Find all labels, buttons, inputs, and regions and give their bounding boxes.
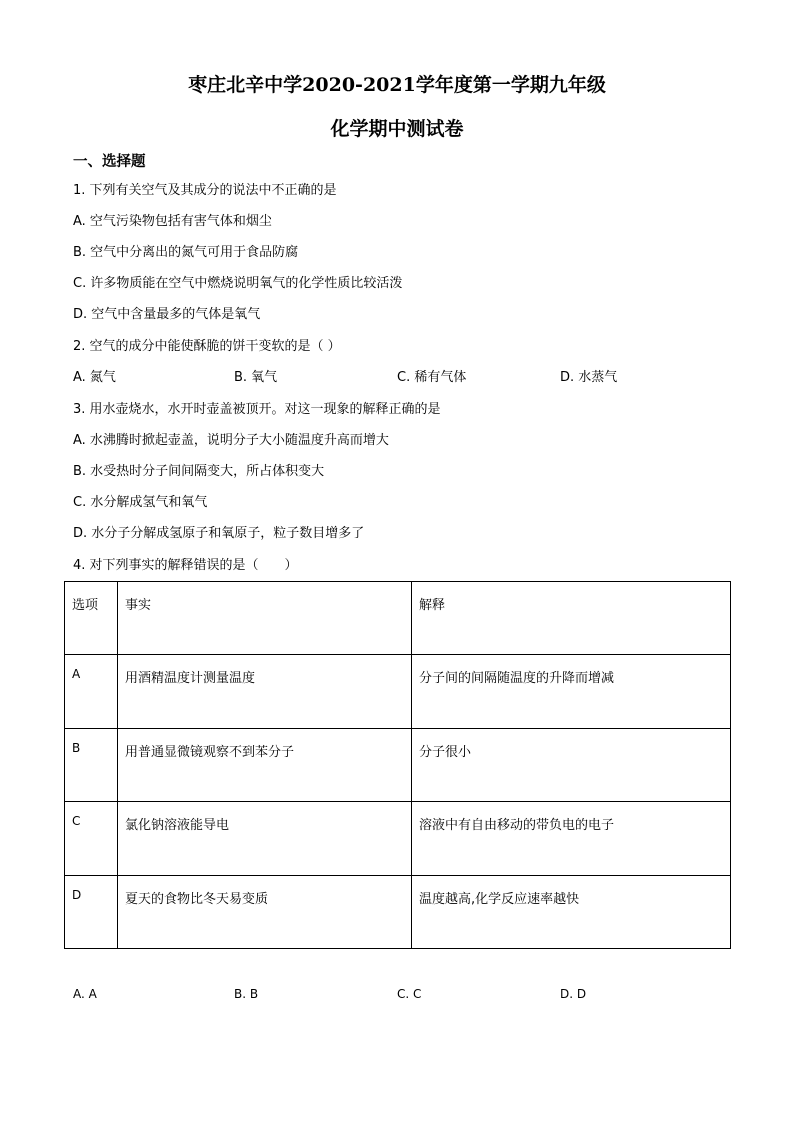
table-cell: 温度越高,化学反应速率越快	[412, 875, 731, 948]
table-header-row	[65, 582, 731, 655]
facts-table	[64, 581, 731, 949]
table-cell: 分子很小	[412, 728, 731, 801]
table-header-cell: 解释	[412, 582, 731, 655]
question-2-option-a: A. 氮气	[73, 370, 116, 385]
exam-title-line2: 化学期中测试卷	[330, 118, 464, 140]
question-3-option-d: D. 水分子分解成氢原子和氧原子，粒子数目增多了	[73, 526, 365, 541]
table-row	[65, 655, 731, 728]
question-3-stem: 3. 用水壶烧水，水开时壶盖被顶开。对这一现象的解释正确的是	[73, 402, 441, 417]
table-cell: D	[65, 875, 118, 948]
table-cell: 夏天的食物比冬天易变质	[118, 875, 412, 948]
question-3-option-a: A. 水沸腾时掀起壶盖，说明分子大小随温度升高而增大	[73, 433, 389, 448]
question-3-option-b: B. 水受热时分子间间隔变大，所占体积变大	[73, 464, 325, 479]
question-4-option-c: C. C	[397, 987, 422, 1001]
question-1-option-b: B. 空气中分离出的氮气可用于食品防腐	[73, 245, 299, 260]
question-2-option-d: D. 水蒸气	[560, 370, 618, 385]
question-4-stem: 4. 对下列事实的解释错误的是（ ）	[73, 558, 298, 573]
table-header-cell: 选项	[65, 582, 118, 655]
question-2-stem: 2. 空气的成分中能使酥脆的饼干变软的是（ ）	[73, 339, 341, 354]
table-row	[65, 875, 731, 948]
question-4-option-a: A. A	[73, 987, 97, 1001]
table-cell: 溶液中有自由移动的带负电的电子	[412, 802, 731, 875]
table-header-cell: 事实	[118, 582, 412, 655]
question-2-option-b: B. 氧气	[234, 370, 278, 385]
question-2-option-c: C. 稀有气体	[397, 370, 467, 385]
question-4-option-d: D. D	[560, 987, 587, 1001]
table-row	[65, 802, 731, 875]
table-row	[65, 728, 731, 801]
table-cell: 用酒精温度计测量温度	[118, 655, 412, 728]
question-1-option-a: A. 空气污染物包括有害气体和烟尘	[73, 214, 272, 229]
question-3-option-c: C. 水分解成氢气和氧气	[73, 495, 208, 510]
table-cell: 用普通显微镜观察不到苯分子	[118, 728, 412, 801]
table-cell: 氯化钠溶液能导电	[118, 802, 412, 875]
table-cell: C	[65, 802, 118, 875]
question-4-option-b: B. B	[234, 987, 259, 1001]
question-1-option-d: D. 空气中含量最多的气体是氧气	[73, 307, 261, 322]
table-cell: B	[65, 728, 118, 801]
table-cell: 分子间的间隔随温度的升降而增减	[412, 655, 731, 728]
table-cell: A	[65, 655, 118, 728]
question-1-option-c: C. 许多物质能在空气中燃烧说明氧气的化学性质比较活泼	[73, 276, 403, 291]
question-1-stem: 1. 下列有关空气及其成分的说法中不正确的是	[73, 183, 337, 198]
section-heading: 一、选择题	[73, 154, 146, 170]
exam-title-line1: 枣庄北辛中学2020-2021学年度第一学期九年级	[188, 74, 606, 96]
